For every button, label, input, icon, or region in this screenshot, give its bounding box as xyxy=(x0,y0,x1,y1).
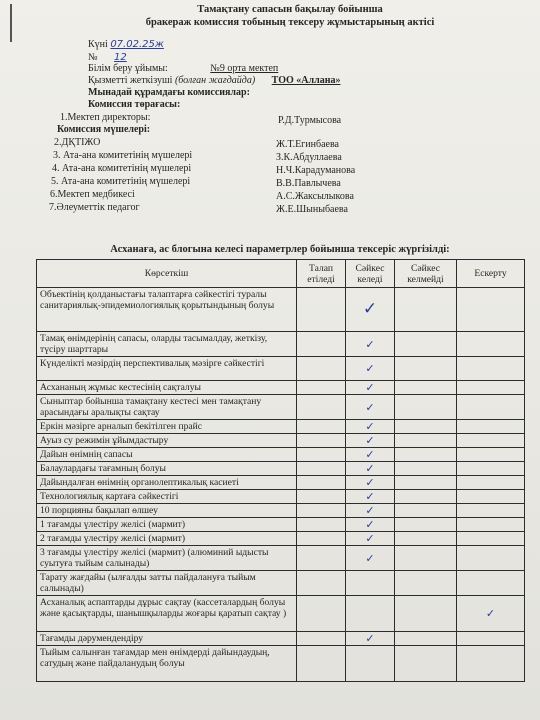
inspection-table xyxy=(36,259,525,682)
compliant-cell xyxy=(346,332,395,357)
member-name: Ж.Е.Шыныбаева xyxy=(276,204,348,215)
compliant-cell xyxy=(346,357,395,381)
table-row xyxy=(37,490,525,504)
compliant-cell xyxy=(346,381,395,395)
table-row xyxy=(37,632,525,646)
note-cell xyxy=(457,381,525,395)
noncompliant-cell xyxy=(395,381,457,395)
noncompliant-cell xyxy=(395,646,457,682)
check-mark-icon: ✓ xyxy=(365,476,375,489)
check-mark-icon: ✓ xyxy=(365,490,375,503)
required-cell xyxy=(297,420,346,434)
provider-note: (болған жағдайда) xyxy=(174,75,256,86)
table-row xyxy=(37,332,525,357)
indicator-cell: 10 порцияны бақылап өлшеу xyxy=(37,504,297,518)
compliant-cell xyxy=(346,596,395,632)
noncompliant-cell xyxy=(395,462,457,476)
note-cell xyxy=(457,490,525,504)
compliant-cell xyxy=(346,420,395,434)
check-mark-icon: ✓ xyxy=(365,504,375,517)
required-cell xyxy=(297,448,346,462)
noncompliant-cell xyxy=(395,490,457,504)
title-line-2: бракераж комиссия тобының тексеру жұмыстарының актісі xyxy=(145,17,435,28)
members-heading: Комиссия мүшелері: xyxy=(57,124,151,135)
indicator-cell: Тамақ өнімдерінің сапасы, оларды тасымалдау, жеткізу, түсіру шарттары xyxy=(37,332,297,357)
check-mark-icon: ✓ xyxy=(365,337,375,351)
note-cell xyxy=(457,332,525,357)
indicator-cell: 2 тағамды үлестіру желісі (мармит) xyxy=(37,532,297,546)
required-cell xyxy=(297,518,346,532)
required-cell xyxy=(297,546,346,571)
indicator-cell: Асхананың жұмыс кестесінің сақталуы xyxy=(37,381,297,395)
noncompliant-cell xyxy=(395,571,457,596)
noncompliant-cell xyxy=(395,532,457,546)
noncompliant-cell xyxy=(395,332,457,357)
note-cell xyxy=(457,546,525,571)
noncompliant-cell xyxy=(395,434,457,448)
compliant-cell xyxy=(346,632,395,646)
check-mark-icon: ✓ xyxy=(365,434,375,447)
header-noncompliant: Сәйкес келмейді xyxy=(395,260,457,288)
member-role: 7.Әлеуметтік педагог xyxy=(49,202,140,213)
date-value: 07.02.25ж xyxy=(110,39,164,50)
table-row xyxy=(37,596,525,632)
header-required: Талап етіледі xyxy=(297,260,346,288)
date-row xyxy=(88,39,164,51)
required-cell xyxy=(297,476,346,490)
table-row xyxy=(37,532,525,546)
noncompliant-cell xyxy=(395,420,457,434)
indicator-cell: Балаулардағы тағамның болуы xyxy=(37,462,297,476)
header-note: Ескерту xyxy=(457,260,525,288)
compliant-cell xyxy=(346,646,395,682)
check-mark-icon: ✓ xyxy=(365,551,375,565)
commission-heading: Мынадай құрамдағы комиссиялар: xyxy=(88,87,250,98)
required-cell xyxy=(297,395,346,420)
title-line-1: Тамақтану сапасын бақылау бойынша xyxy=(197,4,383,15)
noncompliant-cell xyxy=(395,288,457,332)
member-role: 5. Ата-ана комитетінің мүшелері xyxy=(51,176,191,187)
check-mark-icon: ✓ xyxy=(362,299,378,319)
number-value: 12 xyxy=(114,52,127,63)
indicator-cell: Объектінің қолданыстағы талаптарға сәйкестігі туралы санитариялық-эпидемиологиялық қорытындының болуы xyxy=(37,288,297,332)
note-cell xyxy=(457,476,525,490)
indicator-cell: Сыныптар бойынша тамақтану кестесі мен тамақтану арасындағы аралықты сақтау xyxy=(37,395,297,420)
table-row xyxy=(37,462,525,476)
required-cell xyxy=(297,288,346,332)
header-indicator: Көрсеткіш xyxy=(37,260,297,288)
required-cell xyxy=(297,490,346,504)
required-cell xyxy=(297,596,346,632)
table-title: Асханаға, ас блогына келесі параметрлер бойынша тексеріс жүргізілді: xyxy=(110,244,450,255)
member-role: 4. Ата-ана комитетінің мүшелері xyxy=(52,163,192,174)
number-label: № xyxy=(88,52,98,63)
noncompliant-cell xyxy=(395,518,457,532)
check-mark-icon: ✓ xyxy=(365,381,375,394)
chair-heading: Комиссия төрағасы: xyxy=(88,99,181,110)
school-row xyxy=(88,63,278,75)
table-row xyxy=(37,571,525,596)
note-cell xyxy=(457,420,525,434)
required-cell xyxy=(297,434,346,448)
school-label: Білім беру ұйымы: xyxy=(88,63,168,74)
table-header-row xyxy=(37,260,525,288)
pen-margin-mark xyxy=(10,4,12,42)
compliant-cell xyxy=(346,434,395,448)
table-row xyxy=(37,357,525,381)
noncompliant-cell xyxy=(395,596,457,632)
note-cell xyxy=(457,357,525,381)
noncompliant-cell xyxy=(395,632,457,646)
compliant-cell xyxy=(346,476,395,490)
check-mark-icon: ✓ xyxy=(365,448,375,461)
compliant-cell xyxy=(346,288,395,332)
compliant-cell xyxy=(346,546,395,571)
noncompliant-cell xyxy=(395,504,457,518)
member-name: Ж.Т.Егинбаева xyxy=(276,139,339,150)
note-cell xyxy=(457,571,525,596)
table-row xyxy=(37,288,525,332)
indicator-cell: Еркін мәзірге арналып бекітілген прайс xyxy=(37,420,297,434)
member-role: 6.Мектеп медбикесі xyxy=(50,189,135,200)
noncompliant-cell xyxy=(395,395,457,420)
document-title xyxy=(60,3,520,29)
noncompliant-cell xyxy=(395,546,457,571)
member-name: В.В.Павлычева xyxy=(276,178,341,189)
note-cell xyxy=(457,632,525,646)
table-row xyxy=(37,434,525,448)
member-role: 3. Ата-ана комитетінің мүшелері xyxy=(53,150,193,161)
chair-name: Р.Д.Турмысова xyxy=(278,115,342,126)
table-row xyxy=(37,381,525,395)
indicator-cell: Ауыз су режимін ұйымдастыру xyxy=(37,434,297,448)
member-role: 2.ДҚТІЖО xyxy=(54,137,101,148)
required-cell xyxy=(297,532,346,546)
indicator-cell: Тағамды дәрумендендіру xyxy=(37,632,297,646)
compliant-cell xyxy=(346,504,395,518)
check-mark-icon: ✓ xyxy=(365,362,375,375)
check-mark-icon: ✓ xyxy=(365,532,375,545)
indicator-cell: Асханалық аспаптарды дұрыс сақтау (кассеталардың болуы және қасықтарды, шанышқыларды жоғары қаратып сақтау ) xyxy=(37,596,297,632)
compliant-cell xyxy=(346,532,395,546)
chair-role: 1.Мектеп директоры: xyxy=(60,112,151,123)
table-row xyxy=(37,476,525,490)
note-cell xyxy=(457,646,525,682)
member-name: А.С.Жаксылыкова xyxy=(276,191,354,202)
check-mark-icon: ✓ xyxy=(365,518,375,531)
note-cell xyxy=(457,518,525,532)
indicator-cell: Тарату жағдайы (ылғалды затты пайдалануға тыйым салынады) xyxy=(37,571,297,596)
provider-value: ТОО «Аллана» xyxy=(271,75,341,86)
table-row xyxy=(37,546,525,571)
note-cell xyxy=(457,504,525,518)
date-label: Күні xyxy=(88,39,108,50)
table-row xyxy=(37,420,525,434)
required-cell xyxy=(297,357,346,381)
check-mark-icon: ✓ xyxy=(485,607,496,620)
table-row xyxy=(37,395,525,420)
note-cell xyxy=(457,448,525,462)
noncompliant-cell xyxy=(395,476,457,490)
compliant-cell xyxy=(346,518,395,532)
required-cell xyxy=(297,632,346,646)
indicator-cell: Дайындалған өнімнің органолептикалық касиеті xyxy=(37,476,297,490)
note-cell xyxy=(457,596,525,632)
check-mark-icon: ✓ xyxy=(365,462,375,475)
check-mark-icon: ✓ xyxy=(365,420,375,433)
member-name: З.К.Абдуллаева xyxy=(276,152,342,163)
header-compliant: Сәйкес келеді xyxy=(346,260,395,288)
table-row xyxy=(37,504,525,518)
compliant-cell xyxy=(346,571,395,596)
school-value: №9 орта мектеп xyxy=(210,63,279,74)
member-name: Н.Ч.Карадуманова xyxy=(276,165,356,176)
compliant-cell xyxy=(346,395,395,420)
required-cell xyxy=(297,462,346,476)
compliant-cell xyxy=(346,490,395,504)
noncompliant-cell xyxy=(395,448,457,462)
compliant-cell xyxy=(346,462,395,476)
noncompliant-cell xyxy=(395,357,457,381)
note-cell xyxy=(457,288,525,332)
note-cell xyxy=(457,395,525,420)
note-cell xyxy=(457,434,525,448)
indicator-cell: Дайын өнімнің сапасы xyxy=(37,448,297,462)
compliant-cell xyxy=(346,448,395,462)
required-cell xyxy=(297,332,346,357)
note-cell xyxy=(457,532,525,546)
note-cell xyxy=(457,462,525,476)
provider-label: Қызметті жеткізуші xyxy=(88,75,173,86)
table-row xyxy=(37,448,525,462)
provider-row xyxy=(88,75,340,87)
indicator-cell: Технологиялық картаға сәйкестігі xyxy=(37,490,297,504)
indicator-cell: 1 тағамды үлестіру желісі (мармит) xyxy=(37,518,297,532)
required-cell xyxy=(297,504,346,518)
indicator-cell: 3 тағамды үлестіру желісі (мармит) (алюминий ыдысты суытуға тыйым салынады) xyxy=(37,546,297,571)
table-row xyxy=(37,646,525,682)
required-cell xyxy=(297,646,346,682)
table-row xyxy=(37,518,525,532)
required-cell xyxy=(297,571,346,596)
indicator-cell: Күнделікті мәзірдің перспективалық мәзірге сәйкестігі xyxy=(37,357,297,381)
required-cell xyxy=(297,381,346,395)
check-mark-icon: ✓ xyxy=(365,632,375,645)
indicator-cell: Тыйым салынған тағамдар мен өнімдерді дайындаудың, сатудың және пайдаланудың болуы xyxy=(37,646,297,682)
check-mark-icon: ✓ xyxy=(365,400,375,414)
